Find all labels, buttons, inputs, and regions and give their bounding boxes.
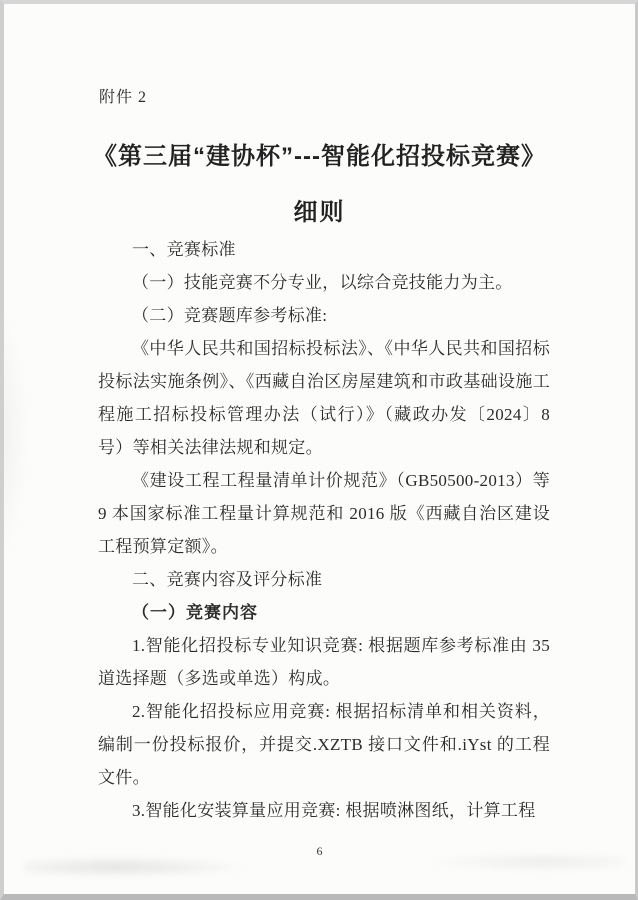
paragraph: （一）竞赛内容 bbox=[132, 603, 258, 622]
paragraph: （二）竞赛题库参考标准: bbox=[132, 306, 328, 325]
page-number: 6 bbox=[316, 844, 323, 858]
document-body bbox=[98, 233, 550, 827]
paragraph: （一）技能竞赛不分专业，以综合竞技能力为主。 bbox=[132, 273, 513, 292]
scan-noise bbox=[24, 856, 254, 878]
paragraph: 《建设工程工程量清单计价规范》（GB50500-2013）等 9 本国家标准工程量计算规范和 2016 版《西藏自治区建设工程预算定额》。 bbox=[98, 471, 550, 556]
document-subtitle: 细则 bbox=[293, 199, 346, 226]
attachment-label: 附件 2 bbox=[99, 89, 148, 106]
paragraph: 一、竞赛标准 bbox=[132, 240, 236, 259]
paragraph: 2.智能化招投标应用竞赛: 根据招标清单和相关资料，编制一份投标报价，并提交.XZTB 接口文件和.iYst 的工程文件。 bbox=[98, 702, 550, 787]
document-title: 《第三届“建协杯”---智能化招投标竞赛》 bbox=[93, 143, 546, 170]
paragraph: 3.智能化安装算量应用竞赛: 根据喷淋图纸，计算工程 bbox=[132, 801, 536, 820]
paragraph: 二、竞赛内容及评分标准 bbox=[132, 570, 323, 589]
scan-noise bbox=[0, 304, 28, 564]
paragraph: 1.智能化招投标专业知识竞赛: 根据题库参考标准由 35 道选择题（多选或单选）构成。 bbox=[98, 636, 550, 688]
paragraph: 《中华人民共和国招标投标法》、《中华人民共和国招标投标法实施条例》、《西藏自治区房屋建筑和市政基础设施工程施工招标投标管理办法（试行）》（藏政办发〔2024〕8 号）等相关法律法规和规定。 bbox=[98, 339, 550, 457]
